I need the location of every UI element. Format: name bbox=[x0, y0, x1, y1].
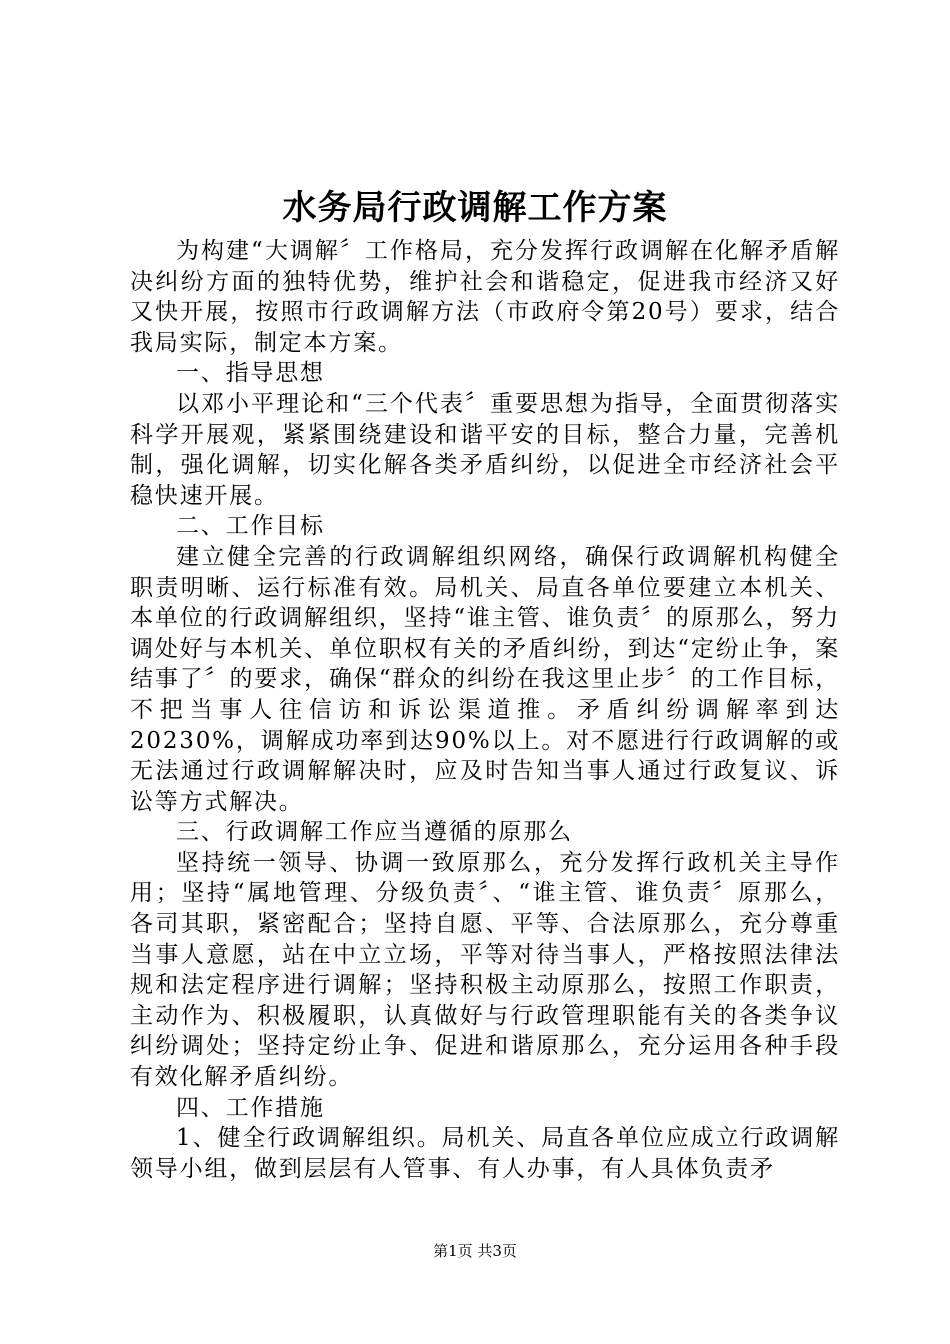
section-heading-principles: 三、行政调解工作应当遵循的原那么 bbox=[176, 819, 573, 846]
section-heading-guiding-ideology: 一、指导思想 bbox=[176, 360, 325, 387]
section-body-principles: 坚持统一领导、协调一致原那么，充分发挥行政机关主导作用；坚持“属地管理、分级负责〞、“谁主管、谁负责〞原那么，各司其职，紧密配合；坚持自愿、平等、合法原那么，充分尊重当事人意愿，站在中立立场，平等对待当事人，严格按照法律法规和法定程序进行调解；坚持积极主动原那么，按照工作职责，主动作为、积极履职，认真做好与行政管理职能有关的各类争议纠纷调处；坚持定纷止争、促进和谐原那么，充分运用各种手段有效化解矛盾纠纷。 bbox=[130, 849, 840, 1091]
document-title: 水务局行政调解工作方案 bbox=[282, 188, 668, 228]
section-heading-measures: 四、工作措施 bbox=[176, 1094, 325, 1121]
section-heading-work-goals: 二、工作目标 bbox=[176, 513, 325, 540]
section-body-measures: 1、健全行政调解组织。局机关、局直各单位应成立行政调解领导小组，做到层层有人管事、有人办事，有人具体负责矛 bbox=[130, 1125, 840, 1182]
document-body bbox=[130, 236, 840, 1184]
section-body-guiding-ideology: 以邓小平理论和“三个代表〞重要思想为指导，全面贯彻落实科学开展观，紧紧围绕建设和谐平安的目标，整合力量，完善机制，强化调解，切实化解各类矛盾纠纷，以促进全市经济社会平稳快速开展。 bbox=[130, 390, 840, 509]
intro-paragraph: 为构建“大调解〞工作格局，充分发挥行政调解在化解矛盾解决纠纷方面的独特优势，维护社会和谐稳定，促进我市经济又好又快开展，按照市行政调解方法（市政府令第20号）要求，结合我局实际，制定本方案。 bbox=[130, 238, 840, 356]
section-body-work-goals: 建立健全完善的行政调解组织网络，确保行政调解机构健全职责明晰、运行标准有效。局机关、局直各单位要建立本机关、本单位的行政调解组织，坚持“谁主管、谁负责〞的原那么，努力调处好与本机关、单位职权有关的矛盾纠纷，到达“定纷止争，案结事了〞的要求，确保“群众的纠纷在我这里止步〞的工作目标，不把当事人往信访和诉讼渠道推。矛盾纠纷调解率到达20230%，调解成功率到达90%以上。对不愿进行行政调解的或无法通过行政调解解决时，应及时告知当事人通过行政复议、诉讼等方式解决。 bbox=[130, 543, 840, 815]
page-number-footer: 第1页 共3页 bbox=[433, 1242, 517, 1260]
